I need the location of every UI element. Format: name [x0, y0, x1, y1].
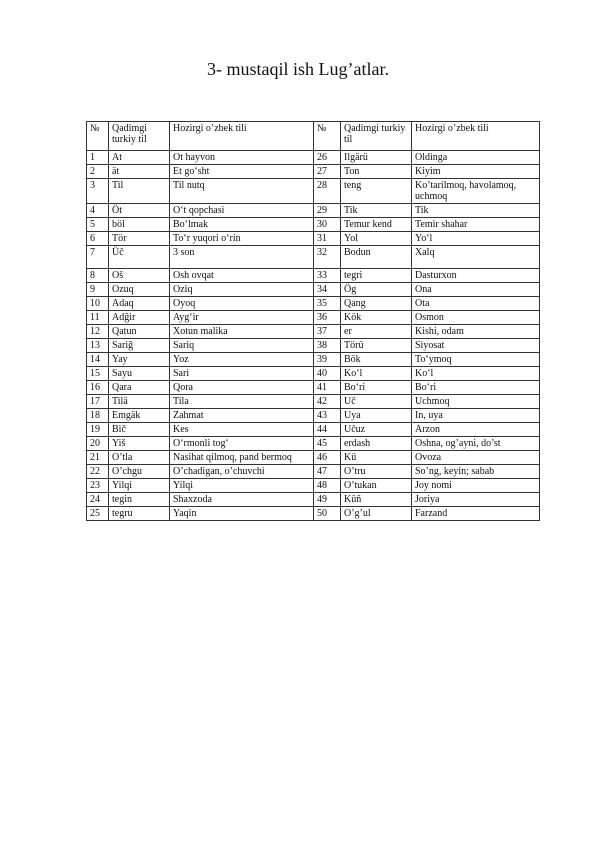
cell-old-turkic: Yol: [341, 232, 412, 246]
cell-old-turkic: Üč: [109, 246, 170, 269]
cell-modern-uzbek: Et go‘sht: [170, 165, 314, 179]
cell-old-turkic: Učuz: [341, 423, 412, 437]
cell-number: 49: [314, 493, 341, 507]
cell-number: 43: [314, 409, 341, 423]
table-row: [87, 165, 540, 179]
cell-old-turkic: Ilgärü: [341, 151, 412, 165]
cell-old-turkic: O’g’ul: [341, 507, 412, 521]
cell-number: 4: [87, 204, 109, 218]
table-row: [87, 381, 540, 395]
cell-old-turkic: Bo‘ri: [341, 381, 412, 395]
table-row: [87, 437, 540, 451]
cell-modern-uzbek: Oziq: [170, 283, 314, 297]
cell-number: 15: [87, 367, 109, 381]
cell-number: 39: [314, 353, 341, 367]
cell-number: 41: [314, 381, 341, 395]
cell-number: 34: [314, 283, 341, 297]
table-row: [87, 395, 540, 409]
cell-number: 8: [87, 269, 109, 283]
table-body: [87, 151, 540, 521]
table-row: [87, 353, 540, 367]
cell-number: 40: [314, 367, 341, 381]
cell-number: 5: [87, 218, 109, 232]
cell-modern-uzbek: Tik: [412, 204, 540, 218]
cell-modern-uzbek: To‘r yuqori o‘rin: [170, 232, 314, 246]
cell-modern-uzbek: Siyosat: [412, 339, 540, 353]
vocabulary-table: [86, 121, 540, 521]
table-row: [87, 311, 540, 325]
table-row: [87, 423, 540, 437]
cell-modern-uzbek: Yo‘l: [412, 232, 540, 246]
cell-modern-uzbek: Dasturxon: [412, 269, 540, 283]
cell-number: 35: [314, 297, 341, 311]
cell-old-turkic: Uč: [341, 395, 412, 409]
cell-modern-uzbek: Ko’tarilmoq, havolamoq, uchmoq: [412, 179, 540, 204]
table-row: [87, 507, 540, 521]
cell-number: 10: [87, 297, 109, 311]
cell-number: 29: [314, 204, 341, 218]
cell-number: 30: [314, 218, 341, 232]
cell-old-turkic: Bodun: [341, 246, 412, 269]
cell-modern-uzbek: Xalq: [412, 246, 540, 269]
cell-old-turkic: O’tukan: [341, 479, 412, 493]
cell-modern-uzbek: 3 son: [170, 246, 314, 269]
cell-old-turkic: erdash: [341, 437, 412, 451]
cell-old-turkic: Kök: [341, 311, 412, 325]
cell-number: 24: [87, 493, 109, 507]
cell-modern-uzbek: Til nutq: [170, 179, 314, 204]
cell-number: 36: [314, 311, 341, 325]
cell-modern-uzbek: Oshna, og’ayni, do’st: [412, 437, 540, 451]
cell-old-turkic: Adğir: [109, 311, 170, 325]
table-row: [87, 339, 540, 353]
cell-modern-uzbek: O‘rmonli tog‘: [170, 437, 314, 451]
cell-old-turkic: Tik: [341, 204, 412, 218]
header-old-turkic: Qadimgi turkiy til: [109, 122, 170, 151]
cell-old-turkic: Oš: [109, 269, 170, 283]
cell-modern-uzbek: To‘ymoq: [412, 353, 540, 367]
cell-number: 46: [314, 451, 341, 465]
cell-modern-uzbek: Kishi, odam: [412, 325, 540, 339]
cell-number: 32: [314, 246, 341, 269]
table-row: [87, 493, 540, 507]
header-modern-uzbek: Hozirgi o’zbek tili: [412, 122, 540, 151]
cell-old-turkic: tegri: [341, 269, 412, 283]
cell-number: 21: [87, 451, 109, 465]
cell-modern-uzbek: In, uya: [412, 409, 540, 423]
cell-modern-uzbek: Kes: [170, 423, 314, 437]
cell-modern-uzbek: O‘t qopchasi: [170, 204, 314, 218]
cell-old-turkic: O’tru: [341, 465, 412, 479]
cell-modern-uzbek: Ko‘l: [412, 367, 540, 381]
cell-number: 37: [314, 325, 341, 339]
cell-number: 17: [87, 395, 109, 409]
cell-old-turkic: ät: [109, 165, 170, 179]
cell-modern-uzbek: O’chadigan, o’chuvchi: [170, 465, 314, 479]
cell-number: 2: [87, 165, 109, 179]
cell-old-turkic: Öt: [109, 204, 170, 218]
header-number: №: [87, 122, 109, 151]
cell-old-turkic: tegin: [109, 493, 170, 507]
cell-number: 45: [314, 437, 341, 451]
table-row: [87, 269, 540, 283]
cell-old-turkic: Ko‘l: [341, 367, 412, 381]
cell-number: 13: [87, 339, 109, 353]
table-header-row: [87, 122, 540, 151]
header-number: №: [314, 122, 341, 151]
cell-old-turkic: O’tla: [109, 451, 170, 465]
cell-old-turkic: Sariğ: [109, 339, 170, 353]
cell-old-turkic: böl: [109, 218, 170, 232]
cell-old-turkic: Tör: [109, 232, 170, 246]
cell-number: 38: [314, 339, 341, 353]
cell-old-turkic: Yilqi: [109, 479, 170, 493]
cell-number: 23: [87, 479, 109, 493]
table-row: [87, 232, 540, 246]
table-row: [87, 479, 540, 493]
cell-old-turkic: er: [341, 325, 412, 339]
cell-modern-uzbek: Ovoza: [412, 451, 540, 465]
table-row: [87, 246, 540, 269]
cell-old-turkic: O’chgu: [109, 465, 170, 479]
cell-modern-uzbek: Osmon: [412, 311, 540, 325]
cell-old-turkic: Uya: [341, 409, 412, 423]
cell-modern-uzbek: Nasihat qilmoq, pand bermoq: [170, 451, 314, 465]
cell-old-turkic: At: [109, 151, 170, 165]
cell-old-turkic: teng: [341, 179, 412, 204]
cell-modern-uzbek: Shaxzoda: [170, 493, 314, 507]
cell-modern-uzbek: Joriya: [412, 493, 540, 507]
cell-number: 18: [87, 409, 109, 423]
cell-modern-uzbek: Oyoq: [170, 297, 314, 311]
table-row: [87, 151, 540, 165]
cell-modern-uzbek: Joy nomi: [412, 479, 540, 493]
cell-number: 33: [314, 269, 341, 283]
cell-modern-uzbek: Sari: [170, 367, 314, 381]
cell-old-turkic: Til: [109, 179, 170, 204]
cell-number: 19: [87, 423, 109, 437]
cell-old-turkic: Ozuq: [109, 283, 170, 297]
cell-number: 3: [87, 179, 109, 204]
cell-old-turkic: Emgäk: [109, 409, 170, 423]
table-row: [87, 204, 540, 218]
cell-old-turkic: Küñ: [341, 493, 412, 507]
cell-old-turkic: Kü: [341, 451, 412, 465]
cell-modern-uzbek: Ona: [412, 283, 540, 297]
cell-number: 1: [87, 151, 109, 165]
cell-modern-uzbek: Arzon: [412, 423, 540, 437]
table-row: [87, 218, 540, 232]
cell-number: 25: [87, 507, 109, 521]
cell-modern-uzbek: Kiyim: [412, 165, 540, 179]
cell-old-turkic: Tilä: [109, 395, 170, 409]
cell-number: 9: [87, 283, 109, 297]
cell-number: 20: [87, 437, 109, 451]
cell-modern-uzbek: Yilqi: [170, 479, 314, 493]
cell-modern-uzbek: So’ng, keyin; sabab: [412, 465, 540, 479]
cell-modern-uzbek: Qora: [170, 381, 314, 395]
cell-number: 27: [314, 165, 341, 179]
cell-modern-uzbek: Xotun malika: [170, 325, 314, 339]
cell-old-turkic: Yiš: [109, 437, 170, 451]
cell-number: 26: [314, 151, 341, 165]
document-title: 3- mustaqil ish Lug’atlar.: [207, 59, 389, 79]
cell-modern-uzbek: Uchmoq: [412, 395, 540, 409]
cell-modern-uzbek: Ota: [412, 297, 540, 311]
cell-number: 16: [87, 381, 109, 395]
table-row: [87, 451, 540, 465]
cell-old-turkic: Yay: [109, 353, 170, 367]
cell-number: 44: [314, 423, 341, 437]
table-row: [87, 367, 540, 381]
cell-modern-uzbek: Temir shahar: [412, 218, 540, 232]
cell-old-turkic: Ton: [341, 165, 412, 179]
cell-number: 28: [314, 179, 341, 204]
cell-number: 6: [87, 232, 109, 246]
table-row: [87, 409, 540, 423]
cell-modern-uzbek: Farzand: [412, 507, 540, 521]
table-row: [87, 179, 540, 204]
cell-old-turkic: Temur kend: [341, 218, 412, 232]
cell-modern-uzbek: Yoz: [170, 353, 314, 367]
cell-number: 48: [314, 479, 341, 493]
cell-modern-uzbek: Oldinga: [412, 151, 540, 165]
cell-number: 47: [314, 465, 341, 479]
cell-modern-uzbek: Ot hayvon: [170, 151, 314, 165]
cell-number: 31: [314, 232, 341, 246]
cell-number: 14: [87, 353, 109, 367]
table-row: [87, 297, 540, 311]
cell-old-turkic: Qara: [109, 381, 170, 395]
table-row: [87, 325, 540, 339]
cell-old-turkic: Adaq: [109, 297, 170, 311]
cell-modern-uzbek: Bo‘ri: [412, 381, 540, 395]
header-modern-uzbek: Hozirgi o’zbek tili: [170, 122, 314, 151]
cell-modern-uzbek: Osh ovqat: [170, 269, 314, 283]
cell-modern-uzbek: Tila: [170, 395, 314, 409]
cell-number: 12: [87, 325, 109, 339]
header-old-turkic: Qadimgi turkiy til: [341, 122, 412, 151]
cell-number: 42: [314, 395, 341, 409]
cell-modern-uzbek: Yaqin: [170, 507, 314, 521]
cell-old-turkic: Qatun: [109, 325, 170, 339]
cell-old-turkic: tegru: [109, 507, 170, 521]
cell-number: 7: [87, 246, 109, 269]
cell-old-turkic: Ög: [341, 283, 412, 297]
cell-modern-uzbek: Sariq: [170, 339, 314, 353]
cell-number: 11: [87, 311, 109, 325]
cell-modern-uzbek: Zahmat: [170, 409, 314, 423]
table-row: [87, 283, 540, 297]
cell-old-turkic: Qang: [341, 297, 412, 311]
cell-old-turkic: Bök: [341, 353, 412, 367]
cell-number: 22: [87, 465, 109, 479]
cell-old-turkic: Bič: [109, 423, 170, 437]
cell-modern-uzbek: Ayg‘ir: [170, 311, 314, 325]
cell-old-turkic: Sayu: [109, 367, 170, 381]
cell-old-turkic: Törü: [341, 339, 412, 353]
cell-number: 50: [314, 507, 341, 521]
table-row: [87, 465, 540, 479]
cell-modern-uzbek: Bo‘lmak: [170, 218, 314, 232]
